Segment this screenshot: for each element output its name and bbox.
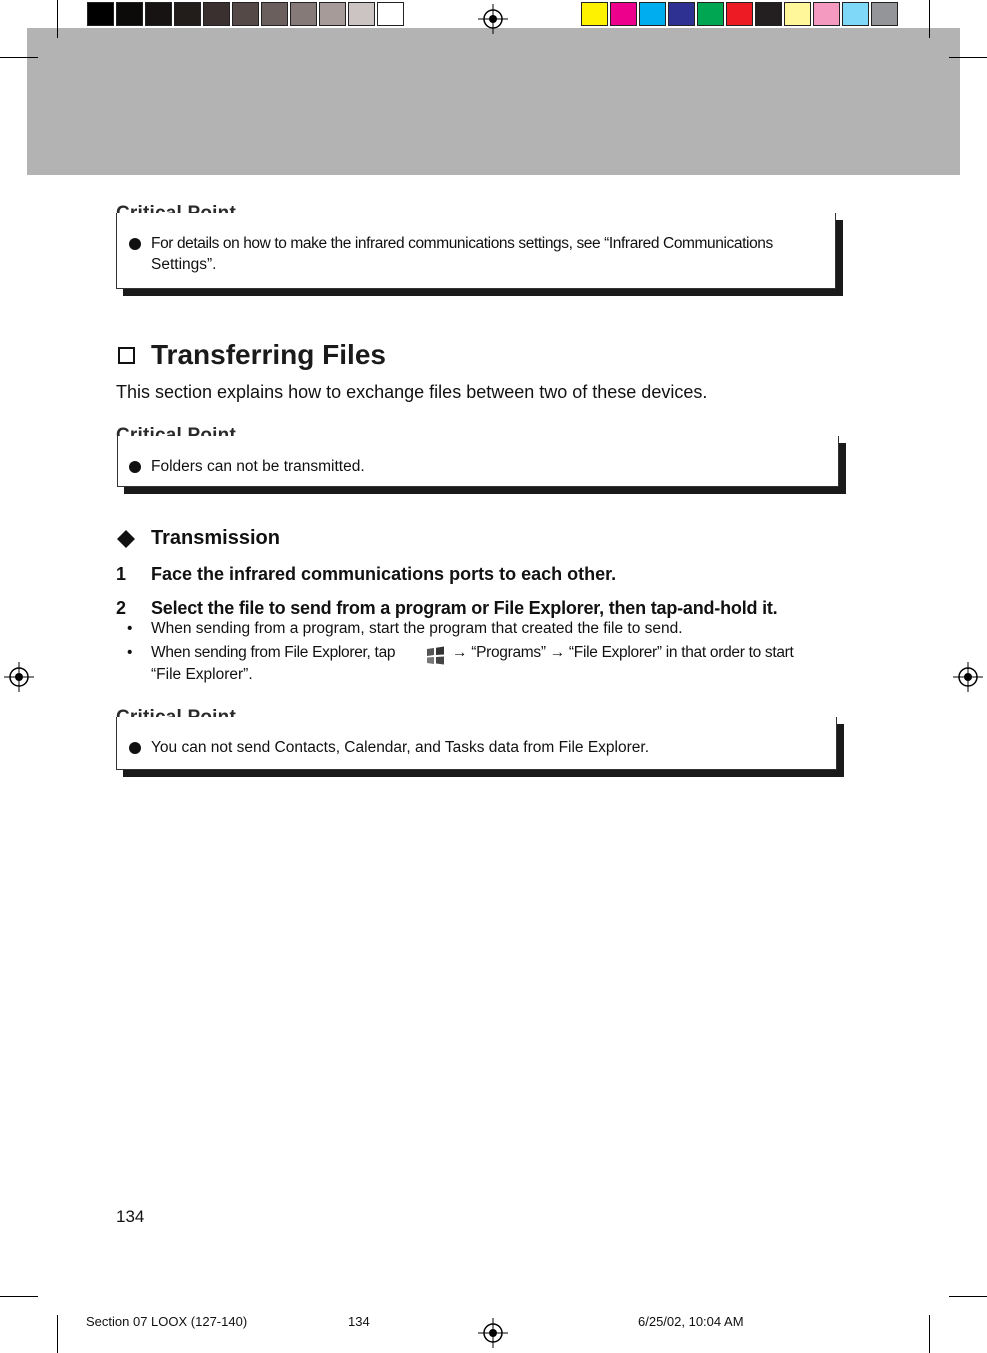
grayscale-swatches <box>87 2 406 28</box>
color-swatch <box>232 2 259 26</box>
critical-point-text: For details on how to make the infrared communications settings, see “Infrared Communications <box>151 235 773 252</box>
registration-mark-icon <box>478 4 508 34</box>
registration-mark-icon <box>4 662 34 692</box>
color-swatch <box>610 2 637 26</box>
step-text: Face the infrared communications ports to each other. <box>151 564 617 584</box>
section-title: Transferring Files <box>151 339 386 370</box>
crop-mark <box>0 1296 38 1297</box>
crop-mark <box>57 1315 58 1353</box>
color-swatch <box>726 2 753 26</box>
footer-page: 134 <box>348 1314 370 1329</box>
color-swatch <box>203 2 230 26</box>
subsection-title: Transmission <box>151 527 280 549</box>
color-swatch <box>174 2 201 26</box>
header-band <box>27 28 960 175</box>
color-swatches <box>581 2 900 28</box>
crop-mark <box>57 0 58 38</box>
page-number: 134 <box>116 1207 145 1226</box>
color-swatch <box>581 2 608 26</box>
crop-mark <box>929 1315 930 1353</box>
color-swatch <box>871 2 898 26</box>
windows-start-icon <box>424 645 448 667</box>
bullet-text: When sending from a program, start the program that created the file to send. <box>151 620 683 637</box>
registration-mark-icon <box>478 1318 508 1348</box>
color-swatch <box>261 2 288 26</box>
bullet-icon <box>129 461 141 473</box>
crop-mark <box>949 57 987 58</box>
registration-mark-icon <box>953 662 983 692</box>
footer-date: 6/25/02, 10:04 AM <box>638 1314 744 1329</box>
color-swatch <box>116 2 143 26</box>
step-text: Select the file to send from a program or File Explorer, then tap-and-hold it. <box>151 598 778 618</box>
color-swatch <box>377 2 404 26</box>
bullet-text: → “Programs” → “File Explorer” in that order to start <box>452 644 794 661</box>
color-swatch <box>668 2 695 26</box>
footer-section: Section 07 LOOX (127-140) <box>86 1314 248 1329</box>
color-swatch <box>145 2 172 26</box>
color-swatch <box>697 2 724 26</box>
color-swatch <box>842 2 869 26</box>
section-square-icon <box>118 347 135 364</box>
bullet-mark: • <box>127 644 133 661</box>
crop-mark <box>0 57 38 58</box>
color-swatch <box>348 2 375 26</box>
color-swatch <box>784 2 811 26</box>
critical-point-text: You can not send Contacts, Calendar, and Tasks data from File Explorer. <box>151 739 650 756</box>
color-swatch <box>87 2 114 26</box>
color-swatch <box>755 2 782 26</box>
bullet-text: When sending from File Explorer, tap <box>151 644 396 661</box>
bullet-mark: • <box>127 620 133 637</box>
critical-point-text: Folders can not be transmitted. <box>151 458 365 475</box>
bullet-icon <box>129 238 141 250</box>
color-swatch <box>639 2 666 26</box>
color-swatch <box>813 2 840 26</box>
color-swatch <box>290 2 317 26</box>
step-number: 2 <box>116 598 127 618</box>
color-swatch <box>319 2 346 26</box>
section-intro: This section explains how to exchange files between two of these devices. <box>116 382 708 402</box>
bullet-text: “File Explorer”. <box>151 666 253 683</box>
diamond-icon <box>116 529 136 549</box>
bullet-icon <box>129 742 141 754</box>
critical-point-text: Settings”. <box>151 256 217 273</box>
step-number: 1 <box>116 564 127 584</box>
crop-mark <box>949 1296 987 1297</box>
crop-mark <box>929 0 930 38</box>
